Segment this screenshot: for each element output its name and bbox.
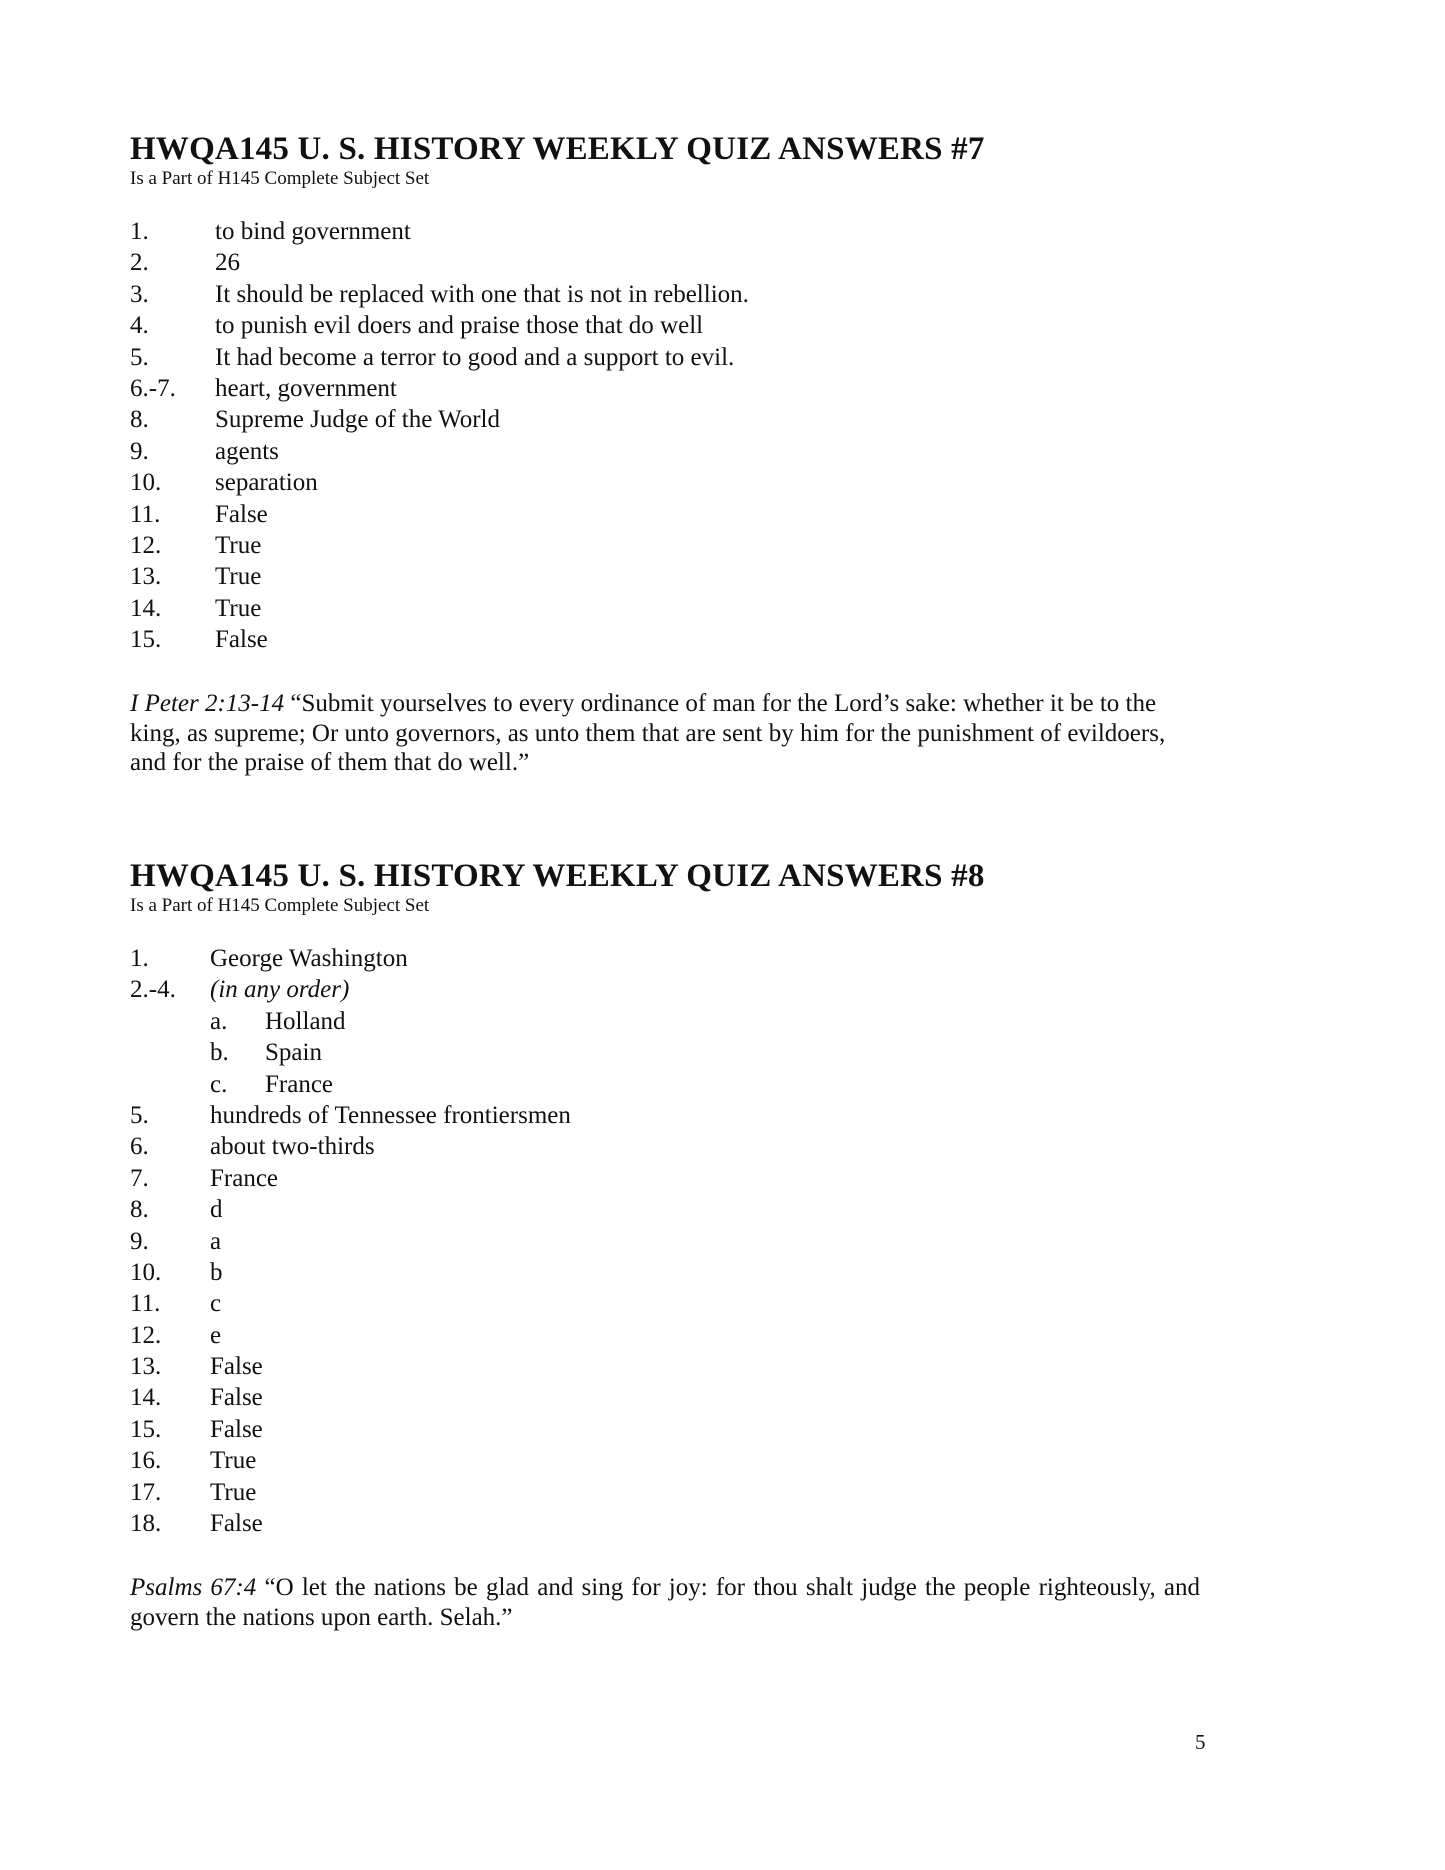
answer-item bbox=[130, 404, 1200, 435]
answer-number: 2. bbox=[130, 249, 149, 277]
answer-item bbox=[130, 1226, 1200, 1257]
sub-answer-text: France bbox=[265, 1070, 334, 1098]
answer-number: 2.-4. bbox=[130, 976, 176, 1004]
answer-item bbox=[130, 1508, 1200, 1539]
answer-text: to bind government bbox=[215, 218, 411, 245]
sub-answer-letter: b. bbox=[210, 1039, 229, 1067]
answer-number: 15. bbox=[130, 626, 162, 654]
answer-text: d bbox=[210, 1196, 223, 1224]
answer-text: False bbox=[215, 626, 268, 654]
answer-number: 4. bbox=[130, 312, 149, 340]
sub-answer-text: Spain bbox=[265, 1039, 322, 1067]
answer-number: 15. bbox=[130, 1415, 162, 1443]
answer-item bbox=[130, 467, 1200, 498]
answer-number: 9. bbox=[130, 1227, 149, 1255]
answer-item bbox=[130, 1194, 1200, 1225]
answer-text: Supreme Judge of the World bbox=[215, 406, 500, 434]
answer-item bbox=[130, 1477, 1200, 1508]
answer-number: 11. bbox=[130, 1290, 161, 1318]
answer-text: b bbox=[210, 1258, 223, 1286]
answer-text: It had become a terror to good and a support to evil. bbox=[215, 343, 735, 371]
answer-number: 16. bbox=[130, 1447, 162, 1475]
sub-answer-item bbox=[130, 1069, 1200, 1100]
page-number: 5 bbox=[1195, 1730, 1206, 1754]
answer-text: False bbox=[210, 1384, 263, 1412]
answer-item bbox=[130, 1163, 1200, 1194]
answer-number: 10. bbox=[130, 469, 162, 497]
answer-text: True bbox=[215, 531, 262, 559]
quiz-7-section bbox=[130, 130, 1200, 778]
quiz-8-verse bbox=[130, 1573, 1200, 1632]
answer-number: 1. bbox=[130, 218, 149, 245]
answer-text: c bbox=[210, 1290, 222, 1318]
answer-number: 18. bbox=[130, 1510, 162, 1538]
sub-answer-text: Holland bbox=[265, 1007, 346, 1035]
answer-item bbox=[130, 279, 1200, 310]
verse-reference: Psalms 67:4 bbox=[130, 1574, 257, 1602]
answer-text: False bbox=[210, 1510, 263, 1538]
answer-text: France bbox=[210, 1164, 279, 1192]
answer-text: 26 bbox=[215, 249, 240, 277]
answer-item bbox=[130, 1351, 1200, 1382]
answer-text: (in any order) bbox=[210, 976, 350, 1004]
sub-answer-letter: a. bbox=[210, 1007, 228, 1035]
sub-answer-item bbox=[130, 1006, 1200, 1037]
answer-number: 5. bbox=[130, 343, 149, 371]
answer-item bbox=[130, 1131, 1200, 1162]
answer-item bbox=[130, 561, 1200, 592]
answer-item bbox=[130, 310, 1200, 341]
answer-text: True bbox=[215, 563, 262, 591]
answer-text: True bbox=[215, 594, 262, 622]
answer-item bbox=[130, 1414, 1200, 1445]
answer-text: e bbox=[210, 1321, 222, 1349]
answer-item bbox=[130, 1445, 1200, 1476]
answer-number: 13. bbox=[130, 1353, 162, 1381]
answer-text: George Washington bbox=[210, 945, 408, 972]
verse-text: “Submit yourselves to every ordinance of man for the Lord’s sake: whether it be to the king, as supreme; Or unto governors, as unto them that are sent by him for the punishment of evildoers, and for the praise of them that do well.” bbox=[130, 690, 1166, 777]
answer-text: False bbox=[210, 1415, 263, 1443]
answer-text: True bbox=[210, 1447, 257, 1475]
answer-number: 8. bbox=[130, 1196, 149, 1224]
quiz-8-subtitle: Is a Part of H145 Complete Subject Set bbox=[130, 895, 430, 916]
answer-number: 13. bbox=[130, 563, 162, 591]
answer-text: a bbox=[210, 1227, 222, 1255]
answer-number: 14. bbox=[130, 594, 162, 622]
answer-text: agents bbox=[215, 437, 279, 465]
answer-text: hundreds of Tennessee frontiersmen bbox=[210, 1101, 571, 1129]
answer-item bbox=[130, 1320, 1200, 1351]
answer-item bbox=[130, 373, 1200, 404]
answer-text: False bbox=[210, 1353, 263, 1381]
answer-item bbox=[130, 342, 1200, 373]
answer-number: 7. bbox=[130, 1164, 149, 1192]
quiz-8-answer-list bbox=[130, 943, 1200, 1539]
sub-answer-letter: c. bbox=[210, 1070, 228, 1098]
quiz-8-title: HWQA145 U. S. HISTORY WEEKLY QUIZ ANSWERS #8 bbox=[130, 858, 985, 894]
answer-text: about two-thirds bbox=[210, 1133, 375, 1161]
answer-number: 9. bbox=[130, 437, 149, 465]
answer-number: 10. bbox=[130, 1258, 162, 1286]
answer-number: 1. bbox=[130, 945, 149, 972]
answer-text: separation bbox=[215, 469, 318, 497]
answer-item bbox=[130, 1382, 1200, 1413]
quiz-7-title: HWQA145 U. S. HISTORY WEEKLY QUIZ ANSWERS #7 bbox=[130, 131, 985, 167]
answer-number: 14. bbox=[130, 1384, 162, 1412]
verse-reference: I Peter 2:13-14 bbox=[130, 690, 285, 718]
answer-number: 6.-7. bbox=[130, 374, 176, 402]
verse-text: “O let the nations be glad and sing for joy: for thou shalt judge the people righteously, and govern the nations upon earth. Selah.” bbox=[130, 1574, 1201, 1631]
answer-item bbox=[130, 1257, 1200, 1288]
answer-item bbox=[130, 593, 1200, 624]
answer-item bbox=[130, 247, 1200, 278]
answer-item bbox=[130, 499, 1200, 530]
answer-text: False bbox=[215, 500, 268, 528]
answer-item bbox=[130, 974, 1200, 1005]
answer-item bbox=[130, 530, 1200, 561]
quiz-7-subtitle: Is a Part of H145 Complete Subject Set bbox=[130, 168, 430, 189]
quiz-7-answer-list bbox=[130, 216, 1200, 655]
answer-text: It should be replaced with one that is not in rebellion. bbox=[215, 280, 749, 308]
answer-number: 17. bbox=[130, 1478, 162, 1506]
answer-number: 5. bbox=[130, 1101, 149, 1129]
answer-item bbox=[130, 1100, 1200, 1131]
answer-number: 8. bbox=[130, 406, 149, 434]
answer-text: to punish evil doers and praise those that do well bbox=[215, 312, 704, 340]
answer-item bbox=[130, 1288, 1200, 1319]
answer-number: 11. bbox=[130, 500, 161, 528]
answer-number: 12. bbox=[130, 1321, 162, 1349]
answer-number: 3. bbox=[130, 280, 149, 308]
answer-item bbox=[130, 436, 1200, 467]
sub-answer-item bbox=[130, 1037, 1200, 1068]
quiz-8-section bbox=[130, 857, 1200, 1632]
answer-item bbox=[130, 943, 1200, 974]
answer-text: heart, government bbox=[215, 374, 397, 402]
answer-item bbox=[130, 624, 1200, 655]
answer-item bbox=[130, 216, 1200, 247]
quiz-7-verse bbox=[130, 689, 1200, 778]
answer-text: True bbox=[210, 1478, 257, 1506]
answer-number: 12. bbox=[130, 531, 162, 559]
answer-number: 6. bbox=[130, 1133, 149, 1161]
